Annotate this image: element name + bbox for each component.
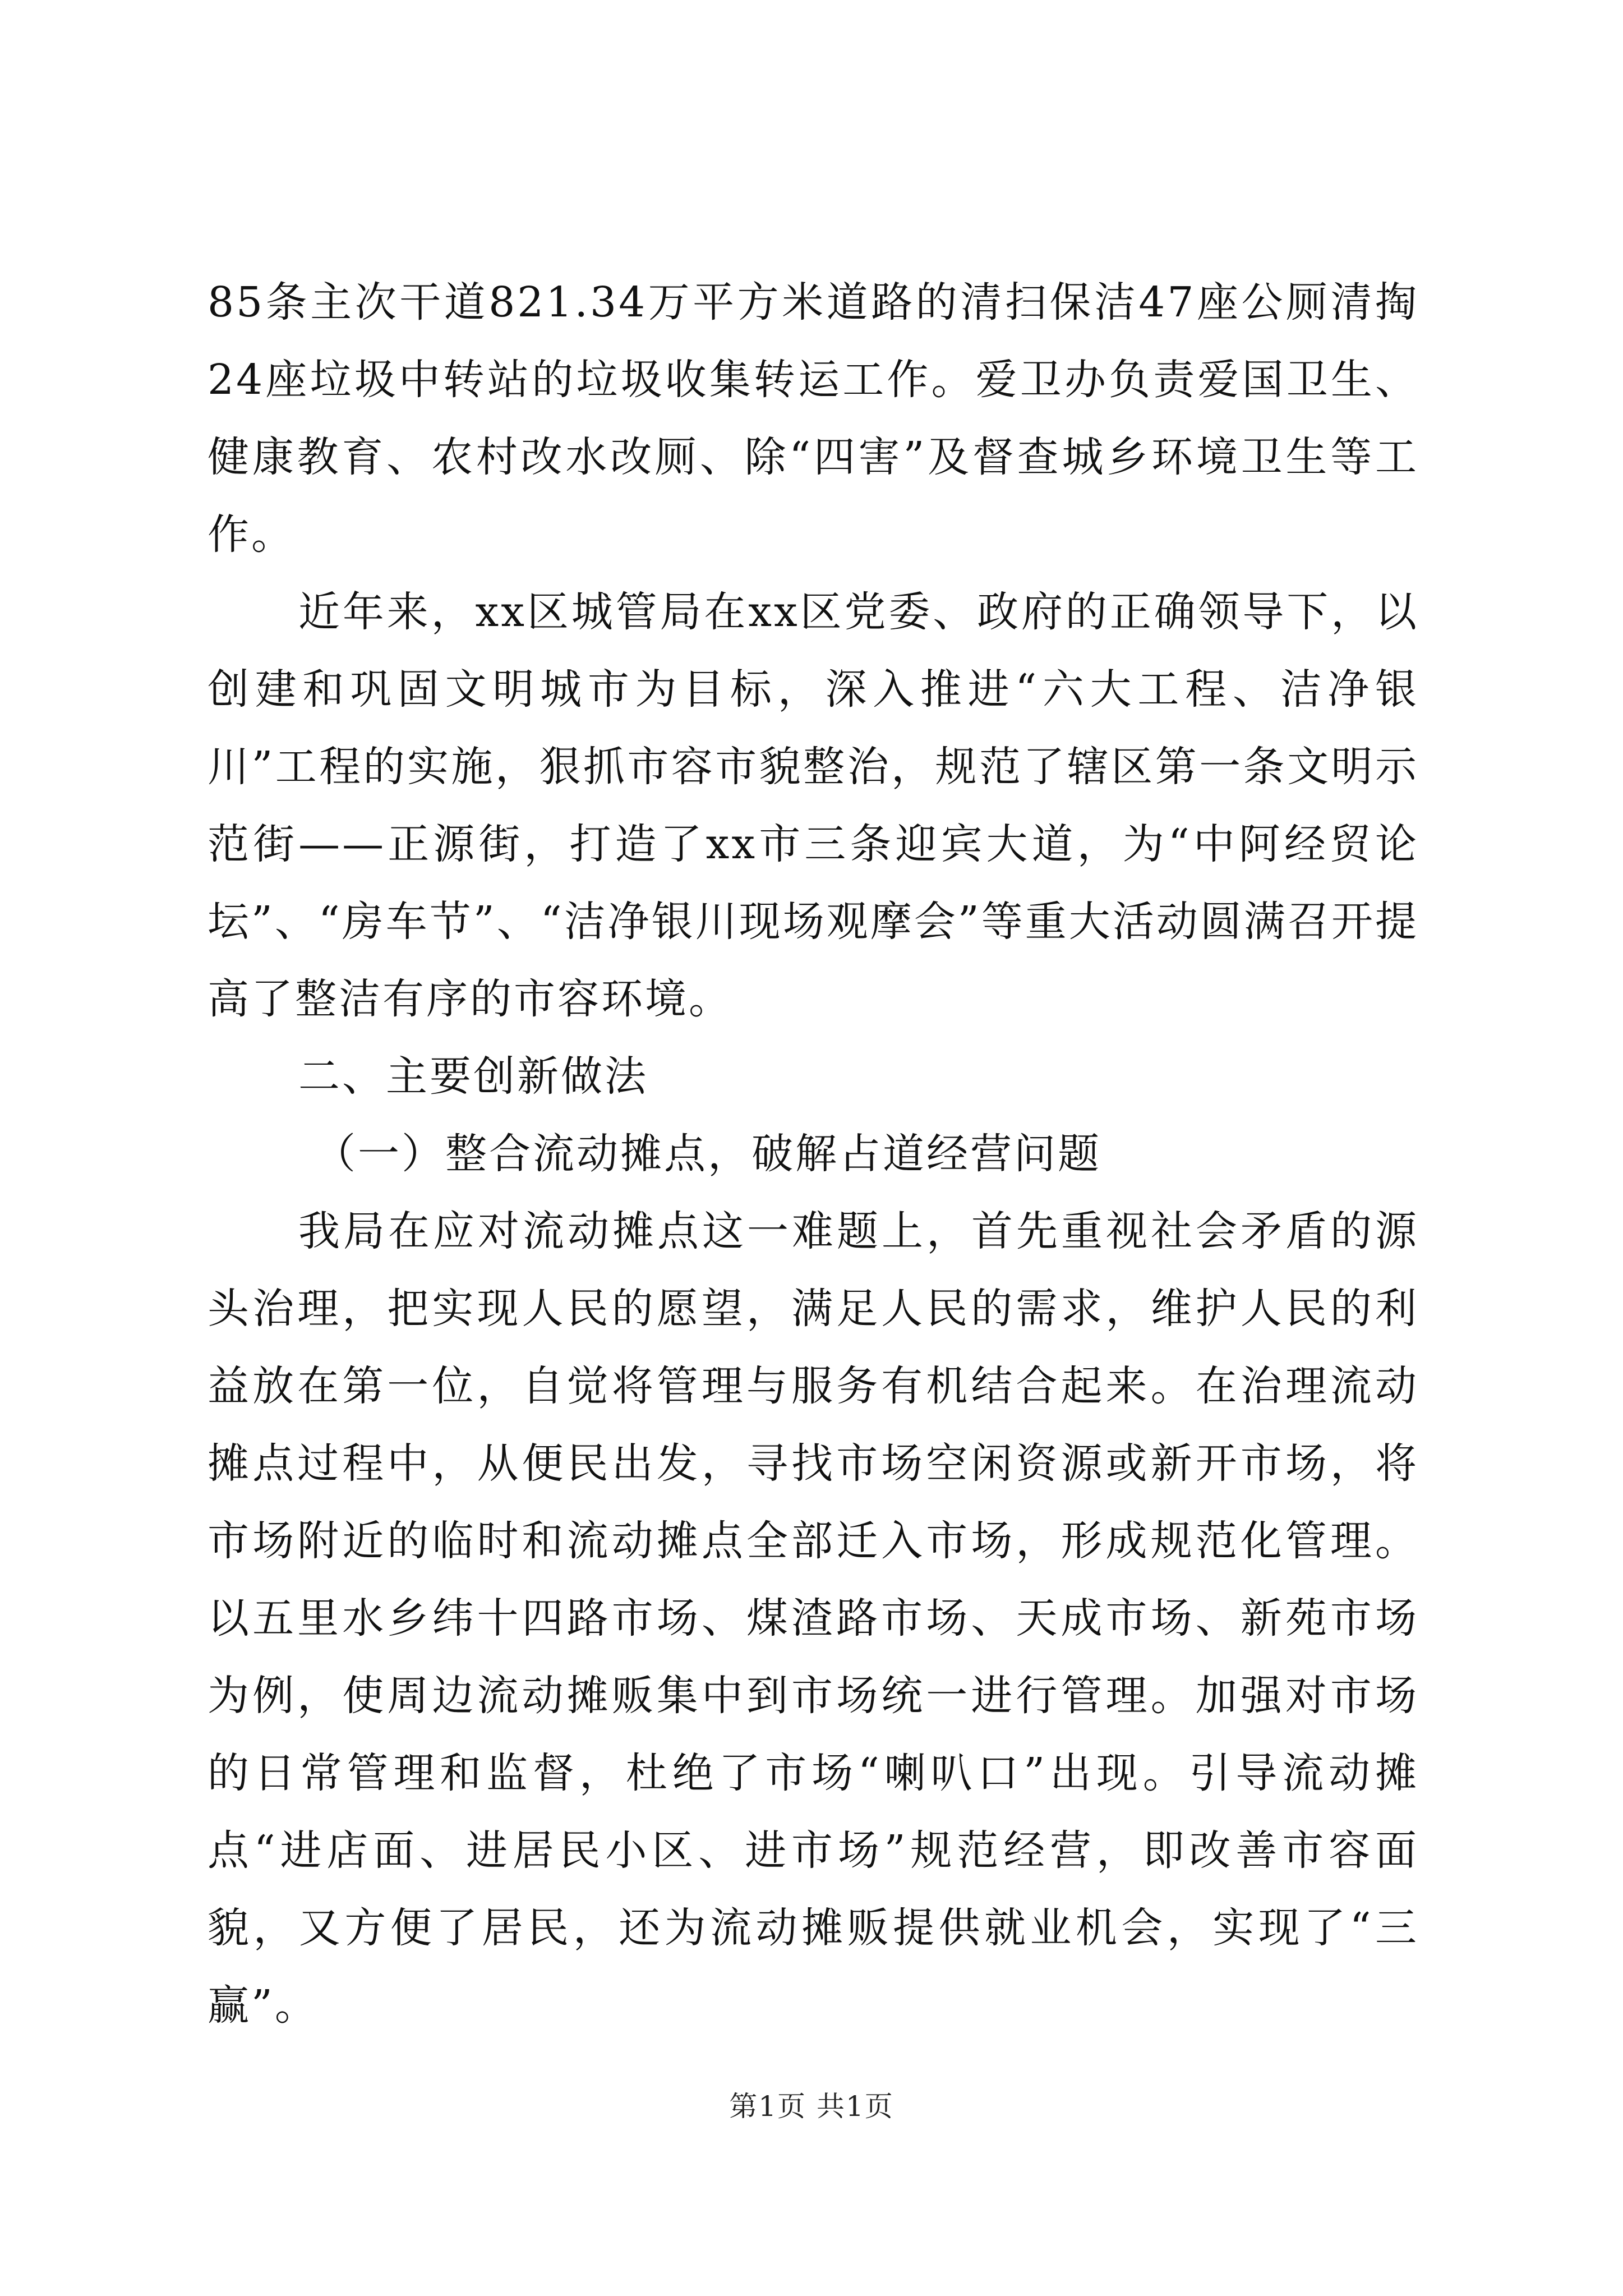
- paragraph-mobile-vendors: 我局在应对流动摊点这一难题上，首先重视社会矛盾的源头治理，把实现人民的愿望，满足人民的需求，维护人民的利益放在第一位，自觉将管理与服务有机结合起来。在治理流动摊点过程中，从便民出发，寻找市场空闲资源或新开市场，将市场附近的临时和流动摊点全部迁入市场，形成规范化管理。以五里水乡纬十四路市场、煤渣路市场、天成市场、新苑市场为例，使周边流动摊贩集中到市场统一进行管理。加强对市场的日常管理和监督，杜绝了市场“喇叭口”出现。引导流动摊点“进店面、进居民小区、进市场”规范经营，即改善市容面貌，又方便了居民，还为流动摊贩提供就业机会，实现了“三赢”。: [208, 1207, 1419, 2030]
- section-heading: 二、主要创新做法: [298, 1052, 648, 1101]
- document-body: [208, 264, 1419, 2044]
- page-footer: 第1页 共1页: [729, 2090, 894, 2123]
- paragraph-sanitation-work: 85条主次干道821.34万平方米道路的清扫保洁47座公厕清掏24座垃圾中转站的垃圾收集转运工作。爱卫办负责爱国卫生、健康教育、农村改水改厕、除“四害”及督查城乡环境卫生等工作。: [208, 278, 1419, 559]
- paragraph-recent-years: 近年来，xx区城管局在xx区党委、政府的正确领导下，以创建和巩固文明城市为目标，深入推进“六大工程、洁净银川”工程的实施，狠抓市容市貌整治，规范了辖区第一条文明示范街——正源街，打造了xx市三条迎宾大道，为“中阿经贸论坛”、“房车节”、“洁净银川现场观摩会”等重大活动圆满召开提高了整洁有序的市容环境。: [208, 588, 1419, 1023]
- subsection-heading: （一）整合流动摊点，破解占道经营问题: [314, 1130, 1101, 1178]
